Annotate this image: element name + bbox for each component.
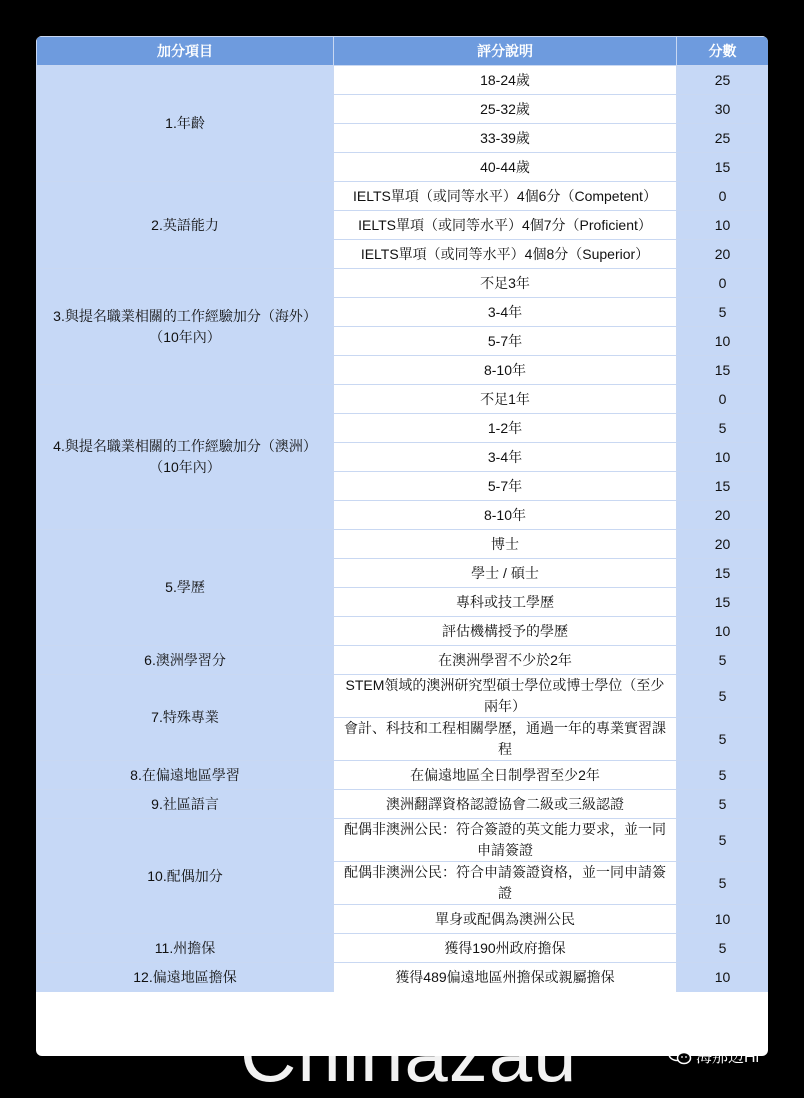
score-cell: 15 — [677, 472, 769, 501]
score-cell: 5 — [677, 790, 769, 819]
score-cell: 5 — [677, 819, 769, 862]
score-cell: 5 — [677, 761, 769, 790]
description-cell: 評估機構授予的學歷 — [334, 617, 677, 646]
table-body — [37, 66, 769, 992]
table-header-row — [37, 37, 769, 66]
category-cell: 10.配偶加分 — [37, 819, 334, 934]
points-table-frame — [36, 36, 768, 1056]
description-cell: 獲得190州政府擔保 — [334, 934, 677, 963]
score-cell: 15 — [677, 588, 769, 617]
score-cell: 5 — [677, 298, 769, 327]
description-cell: 25-32歲 — [334, 95, 677, 124]
score-cell: 5 — [677, 646, 769, 675]
score-cell: 5 — [677, 934, 769, 963]
score-cell: 10 — [677, 211, 769, 240]
points-table — [36, 36, 768, 992]
description-cell: 會計、科技和工程相關學歷，通過一年的專業實習課程 — [334, 718, 677, 761]
score-cell: 15 — [677, 356, 769, 385]
category-cell: 6.澳洲學習分 — [37, 646, 334, 675]
description-cell: 在偏遠地區全日制學習至少2年 — [334, 761, 677, 790]
description-cell: 不足1年 — [334, 385, 677, 414]
score-cell: 5 — [677, 862, 769, 905]
description-cell: 5-7年 — [334, 472, 677, 501]
score-cell: 10 — [677, 905, 769, 934]
score-cell: 10 — [677, 617, 769, 646]
score-cell: 0 — [677, 385, 769, 414]
category-cell: 5.學歷 — [37, 530, 334, 646]
description-cell: 8-10年 — [334, 501, 677, 530]
table-row — [37, 182, 769, 211]
description-cell: 澳洲翻譯資格認證協會二級或三級認證 — [334, 790, 677, 819]
score-cell: 5 — [677, 718, 769, 761]
table-row — [37, 530, 769, 559]
score-cell: 20 — [677, 501, 769, 530]
description-cell: 博士 — [334, 530, 677, 559]
table-row — [37, 646, 769, 675]
score-cell: 10 — [677, 327, 769, 356]
score-cell: 0 — [677, 269, 769, 298]
description-cell: 3-4年 — [334, 298, 677, 327]
description-cell: 5-7年 — [334, 327, 677, 356]
score-cell: 30 — [677, 95, 769, 124]
table-row — [37, 790, 769, 819]
description-cell: 8-10年 — [334, 356, 677, 385]
score-cell: 20 — [677, 240, 769, 269]
table-row — [37, 269, 769, 298]
category-cell: 11.州擔保 — [37, 934, 334, 963]
table-row — [37, 963, 769, 992]
score-cell: 15 — [677, 559, 769, 588]
description-cell: 18-24歲 — [334, 66, 677, 95]
description-cell: IELTS單項（或同等水平）4個8分（Superior） — [334, 240, 677, 269]
score-cell: 20 — [677, 530, 769, 559]
score-cell: 10 — [677, 443, 769, 472]
description-cell: 3-4年 — [334, 443, 677, 472]
category-cell: 7.特殊專業 — [37, 675, 334, 761]
wechat-icon — [668, 1046, 692, 1066]
category-cell: 4.與提名職業相關的工作經驗加分（澳洲）（10年內） — [37, 385, 334, 530]
score-cell: 5 — [677, 414, 769, 443]
category-cell: 8.在偏遠地區學習 — [37, 761, 334, 790]
description-cell: IELTS單項（或同等水平）4個7分（Proficient） — [334, 211, 677, 240]
watermark-text: Chinazau — [240, 1010, 578, 1098]
table-row — [37, 761, 769, 790]
score-cell: 15 — [677, 153, 769, 182]
description-cell: 單身或配偶為澳洲公民 — [334, 905, 677, 934]
score-cell: 0 — [677, 182, 769, 211]
header-description: 評分說明 — [334, 37, 677, 66]
score-cell: 25 — [677, 66, 769, 95]
description-cell: 配偶非澳洲公民：符合申請簽證資格，並一同申請簽證 — [334, 862, 677, 905]
description-cell: 33-39歲 — [334, 124, 677, 153]
score-cell: 10 — [677, 963, 769, 992]
account-label — [668, 1044, 759, 1067]
category-cell: 12.偏遠地區擔保 — [37, 963, 334, 992]
category-cell: 1.年齡 — [37, 66, 334, 182]
description-cell: 專科或技工學歷 — [334, 588, 677, 617]
account-name: 海那边Hi — [696, 1049, 760, 1066]
category-cell: 3.與提名職業相關的工作經驗加分（海外）（10年內） — [37, 269, 334, 385]
table-row — [37, 934, 769, 963]
header-category: 加分項目 — [37, 37, 334, 66]
table-row — [37, 66, 769, 95]
description-cell: 配偶非澳洲公民：符合簽證的英文能力要求，並一同申請簽證 — [334, 819, 677, 862]
description-cell: 獲得489偏遠地區州擔保或親屬擔保 — [334, 963, 677, 992]
description-cell: 1-2年 — [334, 414, 677, 443]
score-cell: 5 — [677, 675, 769, 718]
description-cell: IELTS單項（或同等水平）4個6分（Competent） — [334, 182, 677, 211]
table-row — [37, 675, 769, 718]
category-cell: 9.社區語言 — [37, 790, 334, 819]
score-cell: 25 — [677, 124, 769, 153]
description-cell: 不足3年 — [334, 269, 677, 298]
header-score: 分數 — [677, 37, 769, 66]
description-cell: STEM領域的澳洲研究型碩士學位或博士學位（至少兩年） — [334, 675, 677, 718]
table-row — [37, 385, 769, 414]
table-row — [37, 819, 769, 862]
category-cell: 2.英語能力 — [37, 182, 334, 269]
description-cell: 學士 / 碩士 — [334, 559, 677, 588]
description-cell: 40-44歲 — [334, 153, 677, 182]
description-cell: 在澳洲學習不少於2年 — [334, 646, 677, 675]
